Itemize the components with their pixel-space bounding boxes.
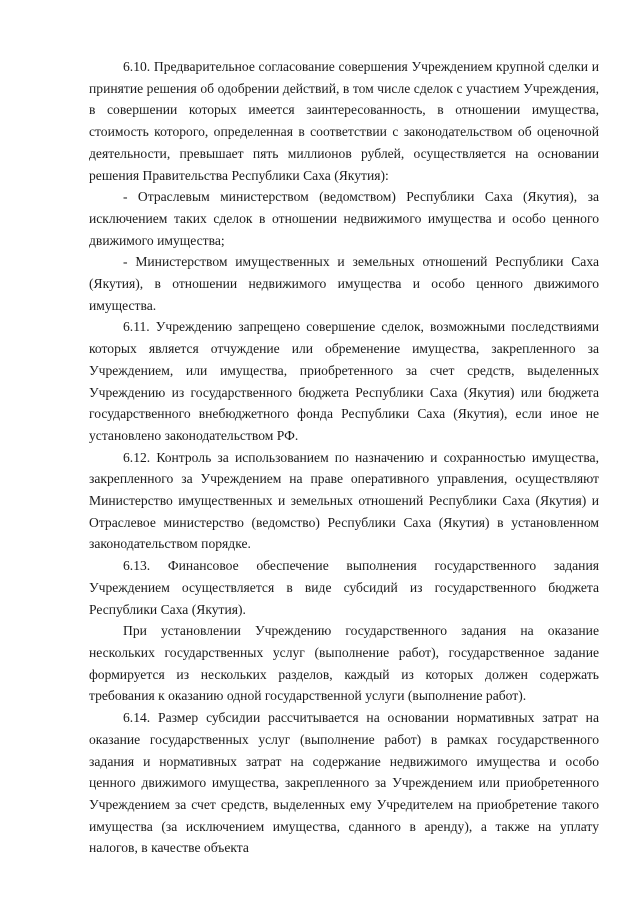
paragraph-6-13: 6.13. Финансовое обеспечение выполнения государственного задания Учреждением осуществляется в виде субсидий из государственного бюджета Республики Саха (Якутия). (89, 558, 599, 617)
document-page (89, 56, 599, 859)
paragraph-state-assignment: При установлении Учреждению государственного задания на оказание нескольких государственных услуг (выполнение работ), государственное задание формируется из нескольких разделов, каждый из которых должен содержать требования к оказанию одной государственной услуги (выполнение работ). (89, 623, 599, 704)
paragraph-6-12: 6.12. Контроль за использованием по назначению и сохранностью имущества, закрепленного за Учреждением на праве оперативного управления, осуществляют Министерство имущественных и земельных отношений Республики Саха (Якутия) и Отраслевое министерство (ведомство) Республики Саха (Якутия) в установленном законодательством порядке. (89, 449, 599, 552)
paragraph-6-10: 6.10. Предварительное согласование совершения Учреждением крупной сделки и принятие решения об одобрении действий, в том числе сделок с участием Учреждения, в совершении которых имеется заинтересованность, в отношении имущества, стоимость которого, определенная в соответствии с законодательством об оценочной деятельности, превышает пять миллионов рублей, осуществляется на основании решения Правительства Республики Саха (Якутия): (89, 59, 599, 183)
list-item-property-ministry: - Министерством имущественных и земельных отношений Республики Саха (Якутия), в отношении недвижимого имущества и особо ценного движимого имущества. (89, 254, 599, 313)
paragraph-6-11: 6.11. Учреждению запрещено совершение сделок, возможными последствиями которых является отчуждение или обременение имущества, закрепленного за Учреждением, или имущества, приобретенного за счет средств, выделенных Учреждению из государственного бюджета Республики Саха (Якутия) или бюджета государственного внебюджетного фонда Республики Саха (Якутия), если иное не установлено законодательством РФ. (89, 319, 599, 443)
list-item-industry-ministry: - Отраслевым министерством (ведомством) Республики Саха (Якутия), за исключением таких сделок в отношении недвижимого имущества и особо ценного движимого имущества; (89, 189, 599, 248)
paragraph-6-14: 6.14. Размер субсидии рассчитывается на основании нормативных затрат на оказание государственных услуг (выполнение работ) в рамках государственного задания и нормативных затрат на содержание недвижимого имущества и особо ценного движимого имущества, закрепленного за Учреждением или приобретенного Учреждением за счет средств, выделенных ему Учредителем на приобретение такого имущества (за исключением имущества, сданного в аренду), а также на уплату налогов, в качестве объекта (89, 710, 599, 856)
